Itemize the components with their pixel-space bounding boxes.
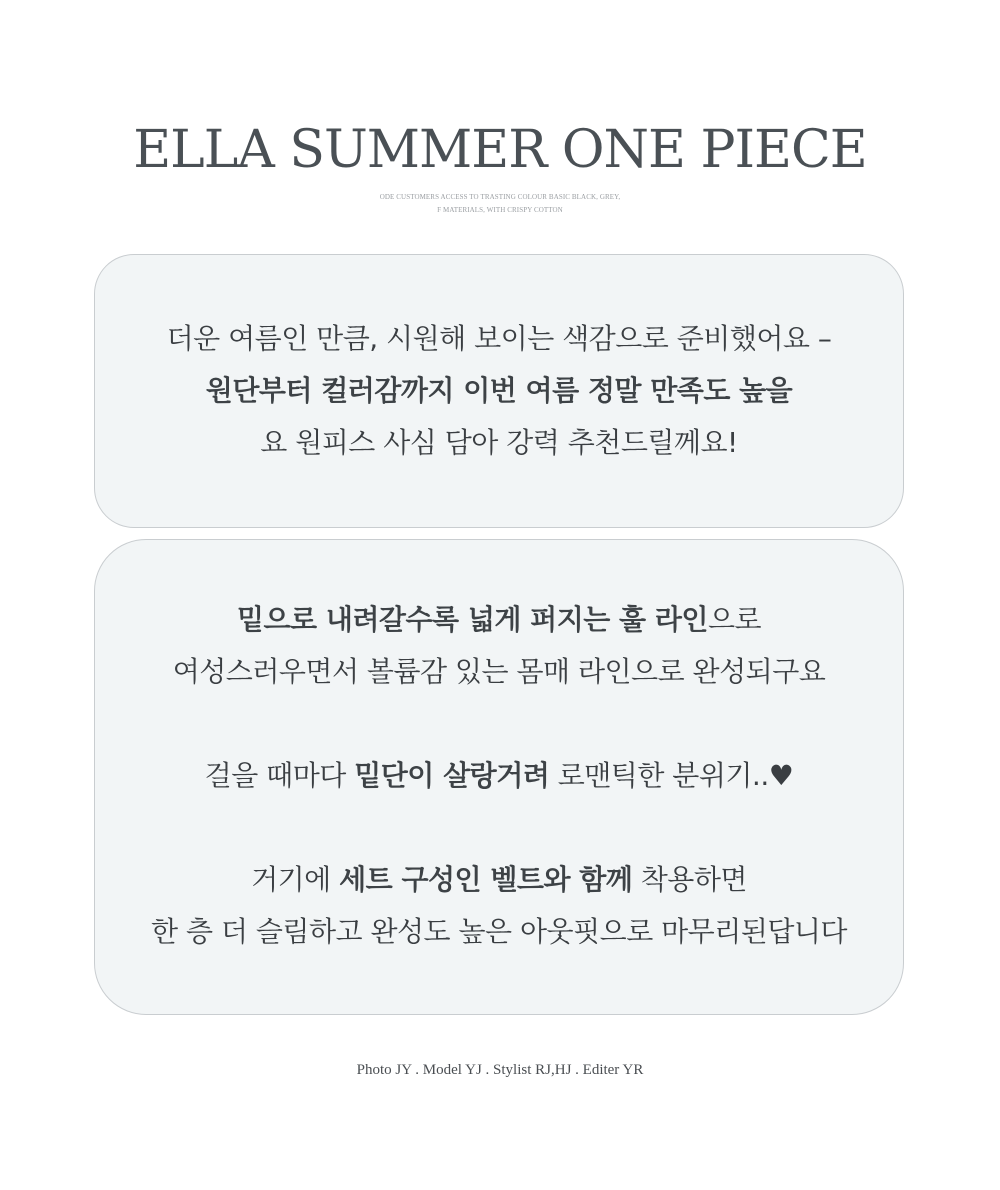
intro-card — [94, 254, 904, 528]
detail-line-2: 여성스러우면서 볼륨감 있는 몸매 라인으로 완성되구요 — [172, 655, 826, 688]
detail-line-3 — [95, 756, 903, 796]
page-title: ELLA SUMMER ONE PIECE — [133, 120, 867, 180]
detail-line-3-post: 로맨틱한 분위기..♥ — [549, 759, 794, 792]
intro-line-2-bold: 원단부터 컬러감까지 이번 여름 정말 만족도 높을 — [205, 374, 793, 407]
detail-line-1 — [95, 600, 903, 640]
intro-line-2 — [95, 371, 903, 411]
detail-line-4-bold: 세트 구성인 벨트와 함께 — [339, 863, 633, 896]
detail-line-5: 한 층 더 슬림하고 완성도 높은 아웃핏으로 마무리된답니다 — [151, 915, 847, 948]
detail-card — [94, 539, 904, 1015]
credits: Photo JY . Model YJ . Stylist RJ,HJ . Editer YR — [356, 1062, 644, 1078]
intro-line-3: 요 원피스 사심 담아 강력 추천드릴께요! — [260, 426, 738, 459]
detail-line-1-bold: 밑으로 내려갈수록 넓게 퍼지는 훌 라인 — [236, 603, 708, 636]
intro-line-1: 더운 여름인 만큼, 시원해 보이는 색감으로 준비했어요 – — [166, 322, 832, 355]
detail-line-4-pre: 거기에 — [251, 863, 340, 896]
subtitle-line-1: ODE CUSTOMERS ACCESS TO TRASTING COLOUR BASIC BLACK, GREY, — [379, 193, 621, 201]
detail-line-1-rest: 으로 — [707, 603, 762, 636]
detail-line-4-post: 착용하면 — [632, 863, 747, 896]
detail-line-3-bold: 밑단이 살랑거려 — [354, 759, 550, 792]
detail-line-3-pre: 걸을 때마다 — [204, 759, 355, 792]
subtitle-line-2: F MATERIALS, WITH CRISPY COTTON — [437, 206, 563, 214]
detail-line-4 — [95, 860, 903, 900]
